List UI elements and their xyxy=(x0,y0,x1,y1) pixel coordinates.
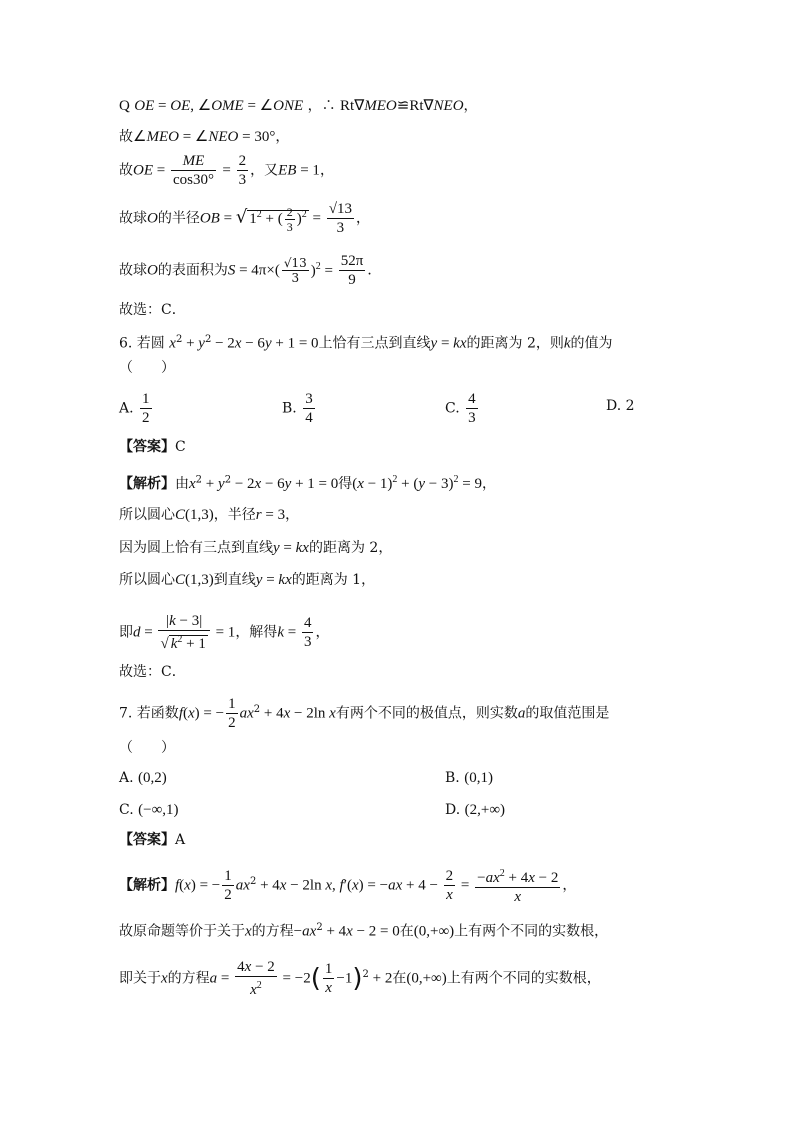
q7-option-b: B. (0,1) xyxy=(445,770,493,786)
q7-option-d: D. (2,+∞) xyxy=(445,802,506,818)
solution-line-4: 故球O的半径OB = √ $1^2$ + ( $\frac{2}{3}$ )$^2$ = $\frac{√13}{3}$ ， xyxy=(119,201,370,236)
text: ，∴ xyxy=(307,98,336,114)
solution-line-2: 故∠MEO = ∠NEO = 30°， xyxy=(119,129,290,145)
q7-stem: 7. 若函数f(x) = − $\frac{1}{2}$ $ax^2 + 4x - 2\ln$ x有两个不同的极值点，则实数a的取值范围是 xyxy=(119,696,610,731)
solution-line-1: Q OE = OE, ∠OME = ∠ONE ，∴ Rt∇MEO≌Rt∇NEO， xyxy=(119,98,478,114)
q7-answer: 【答案】A xyxy=(119,832,186,848)
q7-paren: （ ） xyxy=(119,740,175,756)
q6-analysis-4: 所以圆心C(1,3)到直线y = kx的距离为 1， xyxy=(119,572,376,588)
solution-conclusion: 故选：C． xyxy=(119,302,186,318)
fraction: $\frac{2}{3}$ xyxy=(238,153,247,188)
q6-analysis-3: 因为圆上恰有三点到直线y = kx的距离为 2， xyxy=(119,540,393,556)
q6-option-c: C. $\frac{4}{3}$ xyxy=(445,391,476,426)
q7-analysis-2: 故原命题等价于关于x的方程$-ax^2 + 4x - 2 = 0$在(0,+∞)上有两个不同的实数根， xyxy=(119,922,609,940)
q6-option-b: B. $\frac{3}{4}$ xyxy=(282,391,313,426)
q6-answer: 【答案】C xyxy=(119,439,186,455)
q6-analysis-5: 即d = $\frac{|k - 3|}{√ k^2 + 1}$ = 1，解得k = $\frac{4}{3}$ ， xyxy=(119,613,330,652)
fraction: $\frac{52\pi}{9}$ xyxy=(340,253,364,288)
fraction: $\frac{ME}{\cos 30^\circ}$ xyxy=(172,153,214,188)
q7-option-c: C. (−∞,1) xyxy=(119,802,179,818)
q6-analysis-2: 所以圆心C(1,3)，半径r = 3， xyxy=(119,507,300,523)
q6-stem: 6. 若圆 $x^2 + y^2 - 2x - 6y + 1 = 0$上恰有三点到直线y = kx的距离为 2，则k的值为 xyxy=(119,334,613,352)
fraction: $\frac{√13}{3}$ xyxy=(328,201,352,236)
q6-paren: （ ） xyxy=(119,360,175,376)
q6-option-d: D. 2 xyxy=(606,398,635,414)
q7-analysis-3: 即关于x的方程a = $\frac{4x - 2}{x^2}$ = −2( $\frac{1}{x}$ −1)$^2$ + 2在(0,+∞)上有两个不同的实数根， xyxy=(119,959,601,998)
fraction: $\frac{|k - 3|}{√ k^2 + 1}$ xyxy=(158,612,209,653)
solution-line-5: 故球O的表面积为S = 4π×( $\frac{√13}{3}$ )$^2$ = $\frac{52\pi}{9}$ ． xyxy=(119,253,382,288)
fraction: $\frac{√13}{3}$ xyxy=(283,256,307,285)
q6-option-a: A. $\frac{1}{2}$ xyxy=(119,391,150,426)
q7-analysis-1: 【解析】f(x) = − $\frac{1}{2}$ $ax^2 + 4x - 2\ln$ x, f′(x) = −ax + 4 − $\frac{2}{x}$ = $\frac{-ax^2 + 4x - 2}{x}$ ， xyxy=(119,865,576,906)
q7-option-a: A. (0,2) xyxy=(119,770,167,786)
q6-analysis-1: 【解析】由$x^2 + y^2 - 2x - 6y + 1 = 0$得$(x - 1)^2 + (y - 3)^2 = 9$， xyxy=(119,474,496,492)
q6-conclusion: 故选：C． xyxy=(119,664,186,680)
solution-line-3: 故OE = $\frac{ME}{\cos 30^\circ}$ = $\frac{2}{3}$ ，又EB = 1， xyxy=(119,153,334,188)
